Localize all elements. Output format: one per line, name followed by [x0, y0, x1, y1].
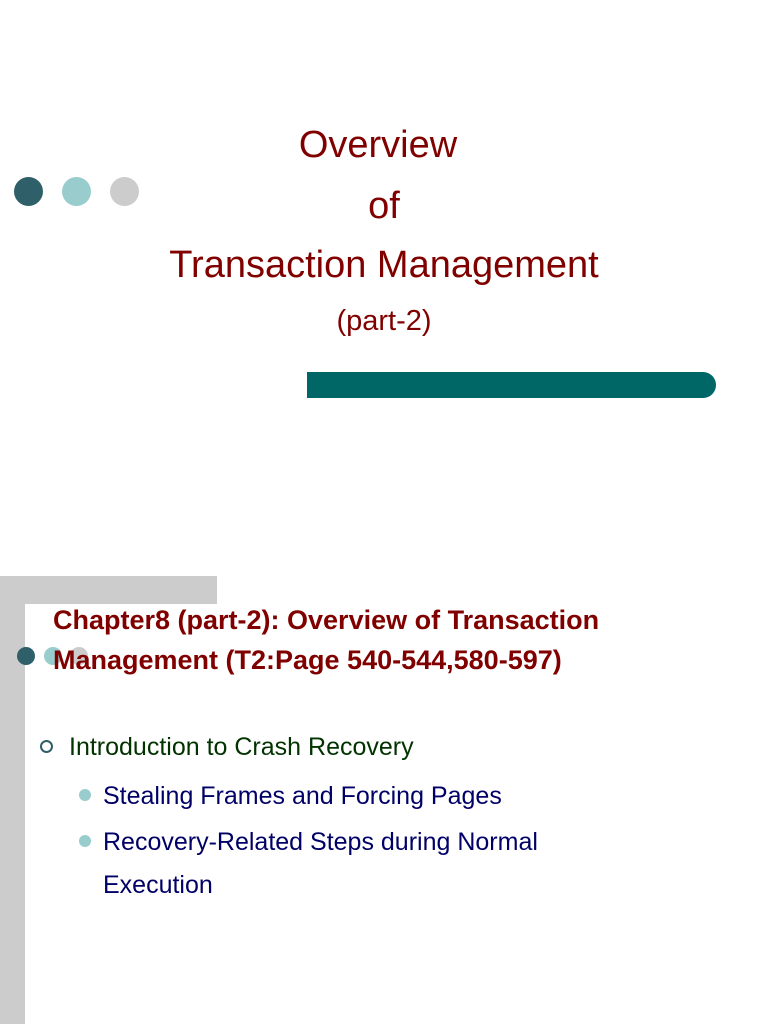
- disc-bullet-icon: [79, 789, 91, 801]
- slide-title-line-2: of: [368, 185, 400, 227]
- decorative-accent-bar: [307, 372, 716, 398]
- slide-subtitle: (part-2): [336, 305, 432, 337]
- ring-bullet-icon: [40, 740, 53, 753]
- list-item: [79, 828, 639, 907]
- decorative-dot-dark: [17, 647, 35, 665]
- list-item: [40, 732, 414, 762]
- topic-text: Introduction to Crash Recovery: [69, 733, 414, 761]
- slide-title-line-1: Overview: [298, 124, 458, 166]
- list-item: [79, 782, 639, 818]
- subtopic-text: Stealing Frames and Forcing Pages: [103, 782, 502, 810]
- slide-title-line-3: Transaction Management: [169, 244, 599, 286]
- disc-bullet-icon: [79, 835, 91, 847]
- subtopic-text: Recovery-Related Steps during Normal Execution: [103, 828, 538, 899]
- slide-heading: Chapter8 (part-2): Overview of Transaction Management (T2:Page 540-544,580-597): [53, 605, 600, 675]
- slide-frame-left: [0, 576, 25, 1024]
- slide-frame-corner: [25, 604, 55, 634]
